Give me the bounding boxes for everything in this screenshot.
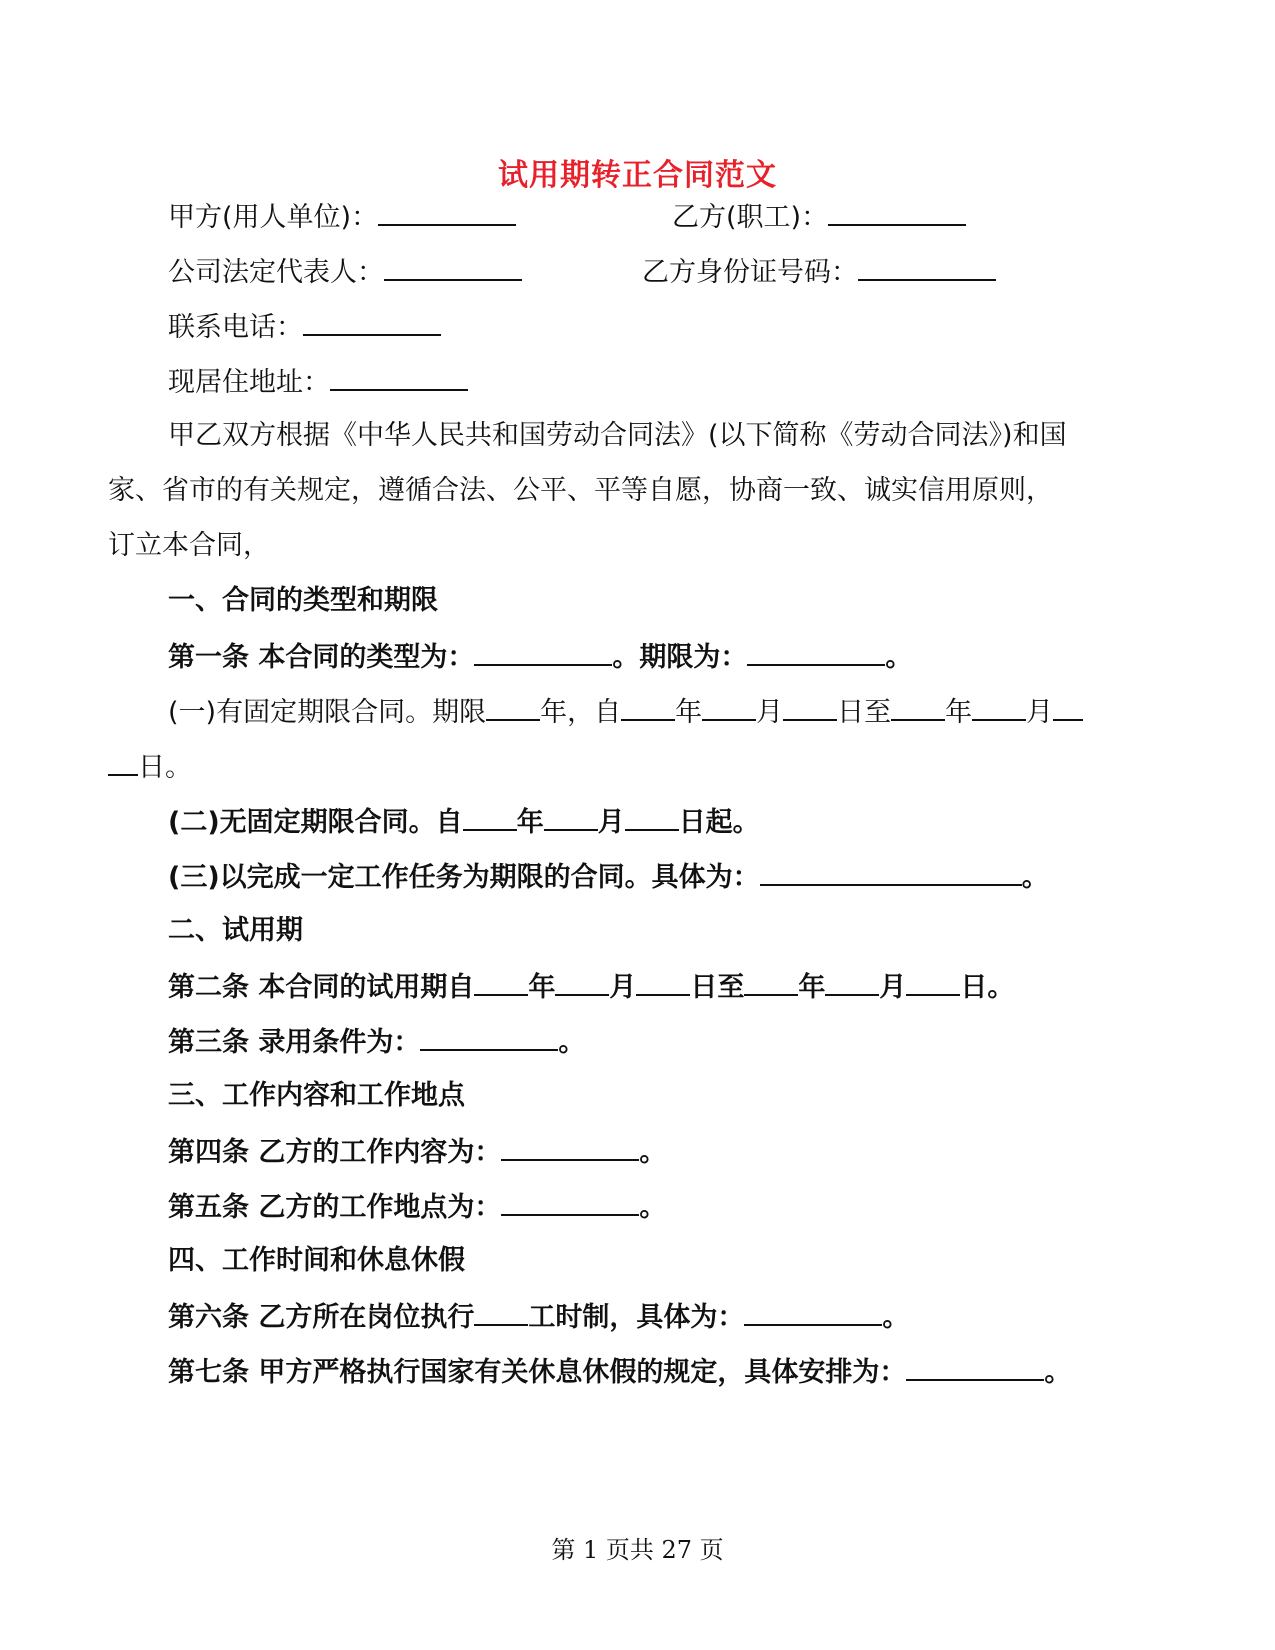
article-7-text: 第七条 甲方严格执行国家有关休息休假的规定，具体安排为： xyxy=(168,1357,907,1388)
blank xyxy=(972,693,1026,721)
work-location-blank xyxy=(501,1188,639,1216)
open-term-text: (二)无固定期限合同。自 xyxy=(168,807,463,838)
blank xyxy=(625,803,679,831)
blank xyxy=(783,693,837,721)
section-3-heading: 三、工作内容和工作地点 xyxy=(168,1080,465,1111)
article-6 xyxy=(168,1298,909,1336)
blank xyxy=(744,968,798,996)
fixed-month-label: 月 xyxy=(1026,697,1054,728)
intro-paragraph-line-3: 订立本合同， xyxy=(108,530,270,561)
address-label: 现居住地址： xyxy=(168,367,330,398)
page-footer: 第 1 页共 27 页 xyxy=(551,1536,724,1564)
legal-rep-label: 公司法定代表人： xyxy=(168,257,384,288)
article-7 xyxy=(168,1353,1071,1391)
party-a-blank xyxy=(378,198,516,226)
open-end-label: 日起。 xyxy=(678,807,760,838)
phone-blank xyxy=(303,308,441,336)
blank xyxy=(1053,693,1083,721)
blank xyxy=(825,968,879,996)
article-3-text: 第三条 录用条件为： xyxy=(168,1027,421,1058)
article-4-text: 第四条 乙方的工作内容为： xyxy=(168,1137,502,1168)
article-3-end: 。 xyxy=(558,1027,586,1058)
legal-rep-line xyxy=(168,253,522,291)
work-hours-blank xyxy=(744,1298,882,1326)
phone-line xyxy=(168,308,441,346)
article-3 xyxy=(168,1023,585,1061)
party-b-blank xyxy=(828,198,966,226)
fixed-term-line-2 xyxy=(108,748,192,786)
section-1-heading: 一、合同的类型和期限 xyxy=(168,585,438,616)
fixed-year-label: 年 xyxy=(675,697,703,728)
contract-type-blank xyxy=(474,638,612,666)
legal-rep-blank xyxy=(384,253,522,281)
fixed-year-label: 年 xyxy=(945,697,973,728)
blank xyxy=(906,968,960,996)
fixed-month-label: 月 xyxy=(756,697,784,728)
open-term-line xyxy=(168,803,760,841)
blank xyxy=(702,693,756,721)
task-blank xyxy=(760,858,1022,886)
party-b-line xyxy=(672,198,966,236)
blank xyxy=(108,748,138,776)
blank xyxy=(474,1298,528,1326)
article-6-end: 。 xyxy=(882,1302,910,1333)
blank xyxy=(474,968,528,996)
blank xyxy=(636,968,690,996)
section-2-heading: 二、试用期 xyxy=(168,915,303,946)
task-end: 。 xyxy=(1021,862,1049,893)
party-b-id-label: 乙方身份证号码： xyxy=(642,257,858,288)
blank xyxy=(463,803,517,831)
document-title: 试用期转正合同范文 xyxy=(498,158,777,193)
blank xyxy=(621,693,675,721)
article-6-text-2: 工时制，具体为： xyxy=(528,1302,745,1333)
blank xyxy=(555,968,609,996)
address-line xyxy=(168,363,468,401)
article-6-text: 第六条 乙方所在岗位执行 xyxy=(168,1302,475,1333)
party-b-id-blank xyxy=(858,253,996,281)
blank xyxy=(891,693,945,721)
art2-month-label: 月 xyxy=(879,972,907,1003)
rest-arrangement-blank xyxy=(906,1353,1044,1381)
art2-day-to-label: 日至 xyxy=(690,972,745,1003)
open-month-label: 月 xyxy=(597,807,625,838)
article-5-end: 。 xyxy=(639,1192,667,1223)
address-blank xyxy=(330,363,468,391)
fixed-end-label: 日。 xyxy=(138,752,192,783)
article-4 xyxy=(168,1133,666,1171)
task-term-text: (三)以完成一定工作任务为期限的合同。具体为： xyxy=(168,862,760,893)
contract-term-blank xyxy=(747,638,885,666)
article-1-text: 第一条 本合同的类型为： xyxy=(168,642,475,673)
article-4-end: 。 xyxy=(639,1137,667,1168)
blank xyxy=(486,693,540,721)
fixed-term-text: (一)有固定期限合同。期限 xyxy=(168,697,487,728)
article-7-end: 。 xyxy=(1044,1357,1072,1388)
article-5 xyxy=(168,1188,666,1226)
party-b-id-line xyxy=(642,253,996,291)
article-1 xyxy=(168,638,912,676)
work-content-blank xyxy=(501,1133,639,1161)
art2-year-label: 年 xyxy=(528,972,556,1003)
hiring-conditions-blank xyxy=(420,1023,558,1051)
task-term-line xyxy=(168,858,1049,896)
art2-end-label: 日。 xyxy=(960,972,1015,1003)
article-5-text: 第五条 乙方的工作地点为： xyxy=(168,1192,502,1223)
party-a-line xyxy=(168,198,516,236)
article-1-end: 。 xyxy=(885,642,913,673)
blank xyxy=(544,803,598,831)
fixed-term-line xyxy=(168,693,1083,731)
party-b-label: 乙方(职工)： xyxy=(672,202,829,233)
article-2-text: 第二条 本合同的试用期自 xyxy=(168,972,475,1003)
party-a-label: 甲方(用人单位)： xyxy=(168,202,379,233)
phone-label: 联系电话： xyxy=(168,312,303,343)
art2-month-label: 月 xyxy=(609,972,637,1003)
intro-paragraph-line-1: 甲乙双方根据《中华人民共和国劳动合同法》(以下简称《劳动合同法》)和国 xyxy=(168,420,1067,451)
art2-year-label: 年 xyxy=(798,972,826,1003)
section-4-heading: 四、工作时间和休息休假 xyxy=(168,1245,465,1276)
fixed-year-label: 年，自 xyxy=(540,697,622,728)
intro-paragraph-line-2: 家、省市的有关规定，遵循合法、公平、平等自愿，协商一致、诚实信用原则， xyxy=(108,475,1053,506)
open-year-label: 年 xyxy=(516,807,544,838)
article-2 xyxy=(168,968,1014,1006)
article-1-term-label: 。期限为： xyxy=(612,642,748,673)
fixed-day-to-label: 日至 xyxy=(837,697,892,728)
